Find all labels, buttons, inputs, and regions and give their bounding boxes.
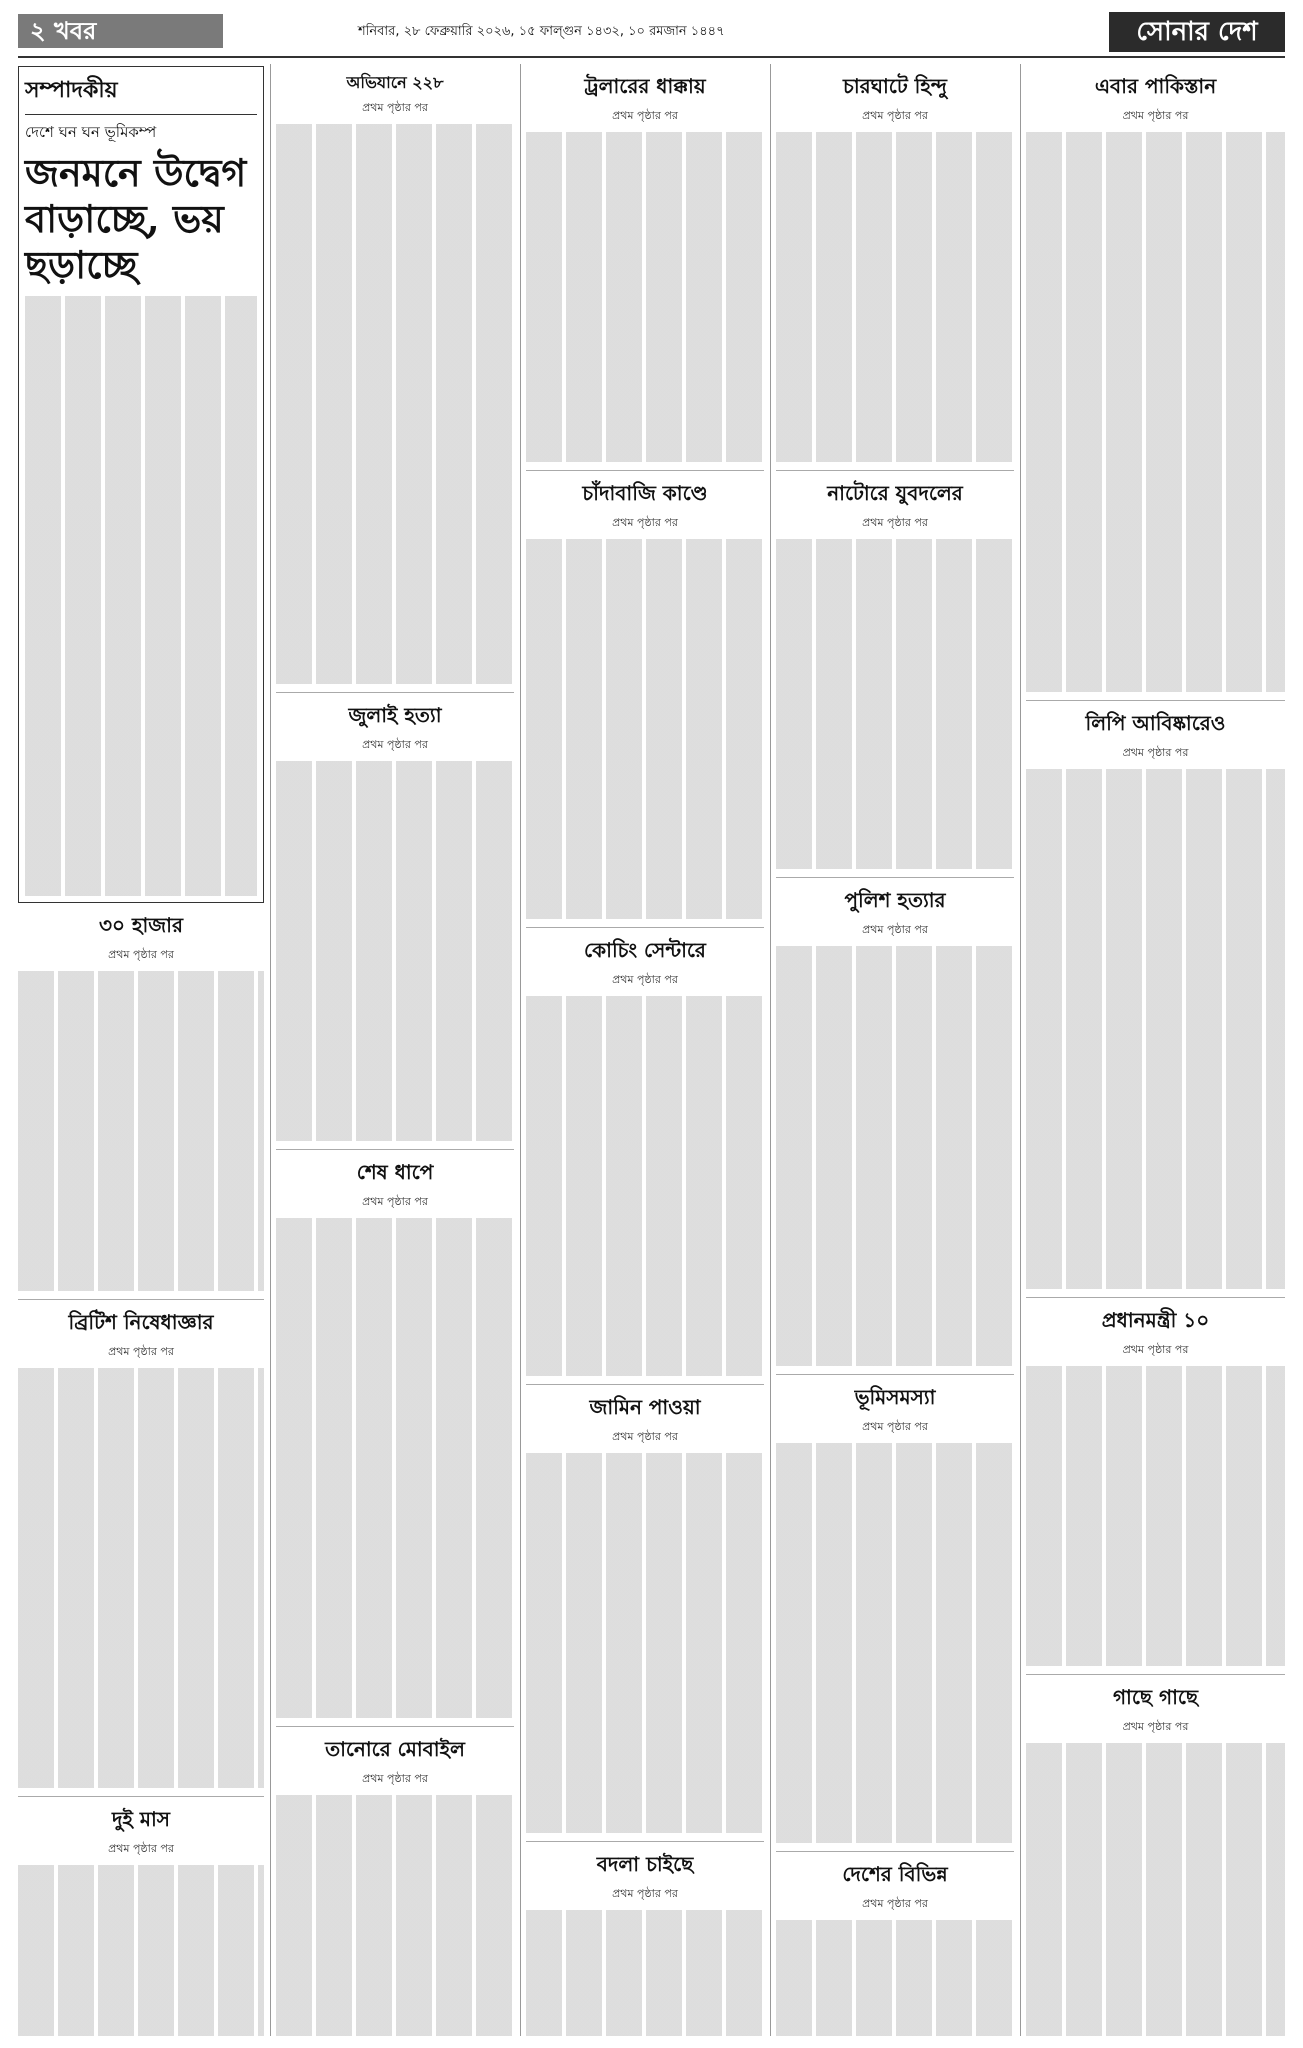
- story-body-text: [1026, 769, 1285, 1289]
- brand-logo: সোনার দেশ: [1109, 12, 1285, 52]
- issue-date: শনিবার, ২৮ ফেব্রুয়ারি ২০২৬, ১৫ ফাল্গুন ১৪৩২, ১০ রমজান ১৪৪৭: [358, 24, 725, 39]
- story-continued: প্রথম পৃষ্ঠার পর: [612, 1430, 678, 1443]
- masthead-rule: [18, 56, 1285, 58]
- masthead: [18, 12, 1285, 52]
- editorial-kicker: দেশে ঘন ঘন ভূমিকম্প: [25, 123, 157, 141]
- story-title: শেষ ধাপে: [356, 1160, 434, 1184]
- story-continued: প্রথম পৃষ্ঠার পর: [108, 1842, 174, 1855]
- story-divider: [526, 927, 764, 928]
- story-divider: [18, 1299, 264, 1300]
- story-continued: প্রথম পৃষ্ঠার পর: [362, 101, 428, 114]
- page-label: ২ খবর: [18, 14, 223, 48]
- column-5: [1026, 64, 1285, 2036]
- story-title: চারঘাটে হিন্দু: [843, 74, 947, 98]
- story-body-text: [776, 1443, 1014, 1843]
- story-divider: [526, 1384, 764, 1385]
- story-divider: [776, 1851, 1014, 1852]
- story-title: চাঁদাবাজি কাণ্ডে: [582, 481, 708, 505]
- editorial-headline: জনমনে উদ্বেগ বাড়াচ্ছে, ভয় ছড়াচ্ছে: [25, 150, 247, 287]
- story-divider: [18, 1796, 264, 1797]
- story-continued: প্রথম পৃষ্ঠার পর: [612, 1887, 678, 1900]
- story-title: জামিন পাওয়া: [589, 1395, 701, 1419]
- story-continued: প্রথম পৃষ্ঠার পর: [362, 1772, 428, 1785]
- story-divider: [526, 470, 764, 471]
- column-divider: [1020, 64, 1021, 2036]
- column-editorial: [18, 64, 264, 2036]
- story-divider: [776, 470, 1014, 471]
- story-title: ৩০ হাজার: [99, 913, 183, 937]
- story-title: পুলিশ হত্যার: [844, 888, 946, 912]
- story-body-text: [526, 132, 764, 462]
- editorial-box: [18, 66, 264, 903]
- story-body-text: [776, 946, 1014, 1366]
- story-body-text: [526, 1453, 764, 1833]
- story-title: বদলা চাইছে: [596, 1852, 694, 1876]
- story-divider: [276, 692, 514, 693]
- story-continued: প্রথম পৃষ্ঠার পর: [362, 1195, 428, 1208]
- story-divider: [776, 877, 1014, 878]
- story-title: প্রধানমন্ত্রী ১০: [1101, 1308, 1210, 1332]
- story-continued: প্রথম পৃষ্ঠার পর: [362, 738, 428, 751]
- story-body-text: [526, 539, 764, 919]
- story-continued: প্রথম পৃষ্ঠার পর: [862, 923, 928, 936]
- story-title: ব্রিটিশ নিষেধাজ্ঞার: [68, 1310, 214, 1334]
- story-body-text: [18, 971, 264, 1291]
- story-continued: প্রথম পৃষ্ঠার পর: [612, 516, 678, 529]
- story-continued: প্রথম পৃষ্ঠার পর: [862, 516, 928, 529]
- story-divider: [526, 1841, 764, 1842]
- story-title: নাটোরে যুবদলের: [827, 481, 963, 505]
- story-title: ভূমিসমস্যা: [854, 1385, 936, 1409]
- story-body-text: [18, 1865, 264, 2036]
- story-title: কোচিং সেন্টারে: [584, 938, 706, 962]
- story-body-text: [526, 996, 764, 1376]
- story-continued: প্রথম পৃষ্ঠার পর: [612, 109, 678, 122]
- story-body-text: [776, 539, 1014, 869]
- column-divider: [270, 64, 271, 2036]
- column-divider: [770, 64, 771, 2036]
- story-body-text: [526, 1910, 764, 2036]
- story-body-text: [18, 1368, 264, 1788]
- story-continued: প্রথম পৃষ্ঠার পর: [108, 948, 174, 961]
- story-title: দেশের বিভিন্ন: [842, 1862, 948, 1886]
- story-continued: প্রথম পৃষ্ঠার পর: [862, 109, 928, 122]
- story-divider: [1026, 700, 1285, 701]
- editorial-label: সম্পাদকীয়: [25, 73, 257, 115]
- story-title: ট্রলারের ধাক্কায়: [584, 74, 706, 98]
- story-continued: প্রথম পৃষ্ঠার পর: [108, 1345, 174, 1358]
- story-continued: প্রথম পৃষ্ঠার পর: [1122, 1343, 1189, 1356]
- story-continued: প্রথম পৃষ্ঠার পর: [612, 973, 678, 986]
- story-body-text: [276, 1218, 514, 1718]
- story-title: গাছে গাছে: [1112, 1685, 1199, 1709]
- story-divider: [1026, 1674, 1285, 1675]
- story-continued: প্রথম পৃষ্ঠার পর: [862, 1897, 928, 1910]
- story-continued: প্রথম পৃষ্ঠার পর: [1122, 109, 1189, 122]
- story-title: এবার পাকিস্তান: [1094, 74, 1217, 98]
- story-title: লিপি আবিষ্কারেও: [1085, 711, 1226, 735]
- story-title: জুলাই হত্যা: [348, 703, 442, 727]
- story-body-text: [1026, 132, 1285, 692]
- editorial-body-text: [25, 296, 257, 896]
- story-body-text: [276, 761, 514, 1141]
- story-body-text: [276, 1795, 514, 2036]
- column-4: [776, 64, 1014, 2036]
- story-body-text: [776, 132, 1014, 462]
- story-continued: প্রথম পৃষ্ঠার পর: [862, 1420, 928, 1433]
- story-title: অভিযানে ২২৮: [346, 73, 444, 92]
- story-divider: [776, 1374, 1014, 1375]
- story-body-text: [1026, 1743, 1285, 2036]
- story-continued: প্রথম পৃষ্ঠার পর: [1122, 1720, 1189, 1733]
- story-body-text: [776, 1920, 1014, 2036]
- story-divider: [276, 1149, 514, 1150]
- story-body-text: [276, 124, 514, 684]
- story-title: তানোরে মোবাইল: [325, 1737, 465, 1761]
- story-divider: [1026, 1297, 1285, 1298]
- column-3: [526, 64, 764, 2036]
- story-continued: প্রথম পৃষ্ঠার পর: [1122, 746, 1189, 759]
- story-title: দুই মাস: [112, 1807, 170, 1831]
- column-divider: [520, 64, 521, 2036]
- story-divider: [276, 1726, 514, 1727]
- column-2: [276, 64, 514, 2036]
- story-body-text: [1026, 1366, 1285, 1666]
